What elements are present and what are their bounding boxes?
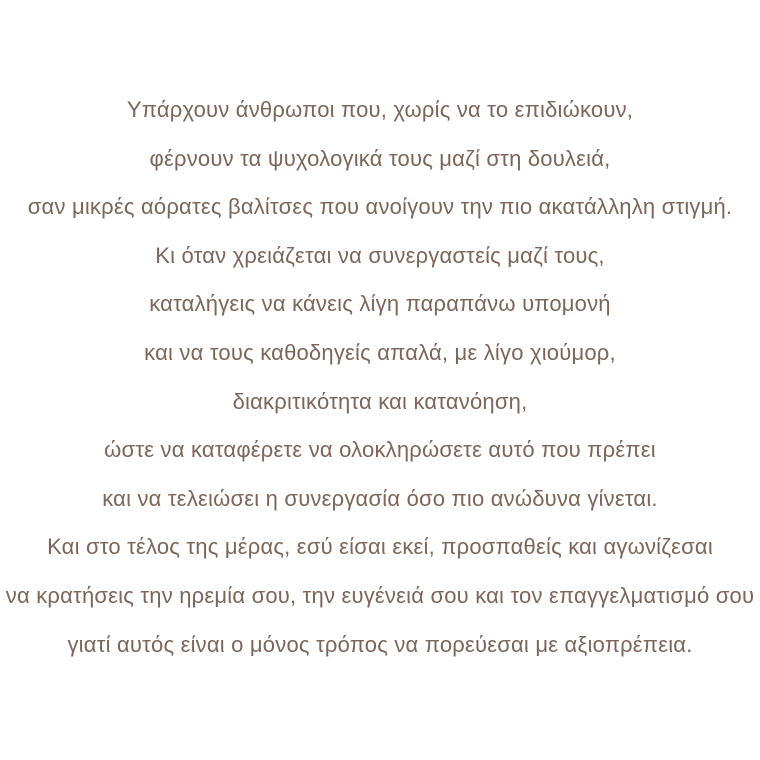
quote-line: σαν μικρές αόρατες βαλίτσες που ανοίγουν την πιο ακατάλληλη στιγμή. (27, 194, 733, 220)
quote-line: γιατί αυτός είναι ο μόνος τρόπος να πορεύεσαι με αξιοπρέπεια. (67, 631, 693, 657)
quote-line: φέρνουν τα ψυχολογικά τους μαζί στη δουλειά, (149, 145, 611, 171)
quote-line: και να τελειώσει η συνεργασία όσο πιο ανώδυνα γίνεται. (102, 485, 658, 511)
quote-line: Κι όταν χρειάζεται να συνεργαστείς μαζί τους, (155, 242, 605, 268)
quote-line: ώστε να καταφέρετε να ολοκληρώσετε αυτό που πρέπει (104, 437, 656, 463)
quote-line: καταλήγεις να κάνεις λίγη παραπάνω υπομονή (149, 291, 611, 317)
quote-line: και να τους καθοδηγείς απαλά, με λίγο χιούμορ, (144, 339, 616, 365)
quote-line: Υπάρχουν άνθρωποι που, χωρίς να το επιδιώκουν, (126, 97, 634, 122)
quote-line: Και στο τέλος της μέρας, εσύ είσαι εκεί, προσπαθείς και αγωνίζεσαι (47, 534, 713, 560)
quote-line: διακριτικότητα και κατανόηση, (232, 388, 528, 414)
quote-line: να κρατήσεις την ηρεμία σου, την ευγένειά σου και τον επαγγελματισμό σου (5, 582, 755, 608)
